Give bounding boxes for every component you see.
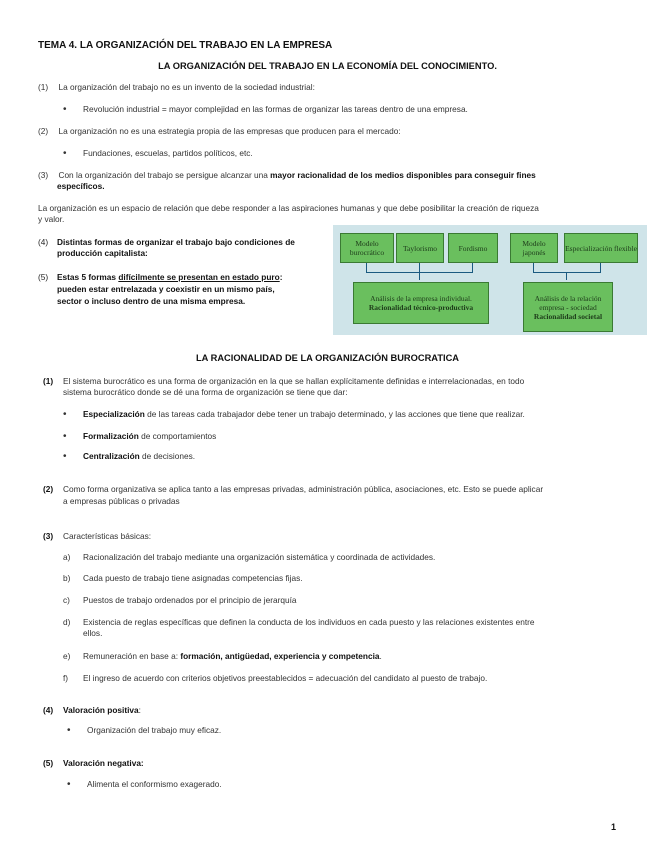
item-text: La organización no es una estrategia propia de las empresas que producen para el mercado: xyxy=(58,126,401,136)
item-text: Con la organización del trabajo se persigue alcanzar una xyxy=(58,170,271,180)
list-item-continued: ellos. xyxy=(83,628,103,638)
box-text-strong: Racionalidad técnico-productiva xyxy=(368,303,474,312)
list-letter: d) xyxy=(63,617,71,627)
item-bold-text: mayor racionalidad de los medios disponibles para conseguir fines xyxy=(270,170,536,180)
box-racionalidad-societal xyxy=(523,282,613,332)
list-item: Existencia de reglas específicas que definen la conducta de los individuos en cada puesto y las relaciones existentes entre xyxy=(83,617,535,627)
item-text: Características básicas: xyxy=(63,531,152,541)
item-number: (2) xyxy=(38,126,49,136)
item-underlined: difícilmente se presentan en estado puro xyxy=(118,272,280,282)
item-number: (2) xyxy=(43,484,54,494)
box-modelo-japones: Modelo japonés xyxy=(510,233,558,263)
item-5-line3: sector o incluso dentro de una misma empresa. xyxy=(57,296,246,306)
item-text-continued: sistema burocrático donde se dé una forma de organización se tiene que dar: xyxy=(63,387,348,397)
item-number: (3) xyxy=(43,531,54,541)
section-heading: LA ORGANIZACIÓN DEL TRABAJO EN LA ECONOMÍA DEL CONOCIMIENTO. xyxy=(158,61,497,71)
list-item: Cada puesto de trabajo tiene asignadas competencias fijas. xyxy=(83,573,303,583)
box-especializacion-flexible: Especialización flexible xyxy=(564,233,638,263)
list-letter: c) xyxy=(63,595,70,605)
item-number: (5) xyxy=(43,758,54,768)
item-number: (3) xyxy=(38,170,49,180)
item-bold: Valoración positiva xyxy=(63,705,139,715)
list-letter: f) xyxy=(63,673,69,683)
connector-line xyxy=(566,272,567,280)
connector-line xyxy=(533,263,534,272)
item-number: (5) xyxy=(38,272,49,282)
item-1 xyxy=(38,82,315,93)
item-3-continued: específicos. xyxy=(57,181,105,191)
bullet-bold: Centralización xyxy=(83,451,140,461)
bullet-item: • Organización del trabajo muy eficaz. xyxy=(87,725,221,736)
list-letter: e) xyxy=(63,651,71,661)
list-letter: a) xyxy=(63,552,71,562)
box-taylorismo: Taylorismo xyxy=(396,233,444,263)
item-text: El sistema burocrático es una forma de organización en la que se hallan explícitamente definidas e interrelacionadas, en todo xyxy=(63,376,525,386)
bullet-item: • Fundaciones, escuelas, partidos políticos, etc. xyxy=(83,148,253,159)
list-letter: b) xyxy=(63,573,71,583)
box-text: Análisis de la empresa individual. xyxy=(370,294,472,303)
box-text-strong: Racionalidad societal xyxy=(533,311,603,321)
bullet-item: • Alimenta el conformismo exagerado. xyxy=(87,779,222,790)
list-item: El ingreso de acuerdo con criterios objetivos preestablecidos = adecuación del candidato al puesto de trabajo. xyxy=(83,673,488,683)
box-modelo-burocratico: Modelo burocrático xyxy=(340,233,394,263)
paragraph-continued: y valor. xyxy=(38,214,65,224)
bullet-text: de comportamientos xyxy=(138,431,217,441)
item-text: Como forma organizativa se aplica tanto a las empresas privadas, administración pública, asociaciones, etc. Esto se puede aplicar xyxy=(63,484,544,494)
item-5-line2: pueden estar entrelazada y coexistir en un mismo país, xyxy=(57,284,275,294)
item-5 xyxy=(38,272,48,283)
connector-line xyxy=(366,263,367,272)
item-3 xyxy=(38,170,536,181)
bullet-item: • Revolución industrial = mayor complejidad en las formas de organizar las tareas dentro de una empresa. xyxy=(83,104,468,115)
paragraph: La organización es un espacio de relación que debe responder a las aspiraciones humanas y que debe posibilitar la creación de riqueza xyxy=(38,203,539,213)
connector-line xyxy=(533,272,601,273)
list-item: Racionalización del trabajo mediante una organización sistemática y coordinada de actividades. xyxy=(83,552,436,562)
item-number: (1) xyxy=(43,376,54,386)
page-number: 1 xyxy=(611,822,617,832)
item-text: : xyxy=(279,272,283,282)
item-5-line1 xyxy=(57,272,282,283)
item-text: Estas 5 formas xyxy=(57,272,119,282)
bullet-text: de las tareas cada trabajador debe tener un trabajo determinado, y las acciones que tiene que realizar. xyxy=(144,409,525,419)
box-fordismo: Fordismo xyxy=(448,233,498,263)
bullet-item xyxy=(83,451,195,462)
item-2 xyxy=(38,126,401,137)
list-bold: formación, antigüedad, experiencia y competencia xyxy=(180,651,380,661)
item-text-continued: a empresas públicas o privadas xyxy=(63,496,180,506)
item-number: (4) xyxy=(38,237,49,247)
list-text: Remuneración en base a: xyxy=(83,651,181,661)
connector-line xyxy=(419,263,420,272)
item-heading xyxy=(63,705,141,716)
document-title: TEMA 4. LA ORGANIZACIÓN DEL TRABAJO EN LA EMPRESA xyxy=(38,40,333,51)
organization-models-diagram xyxy=(333,225,647,335)
item-number: (1) xyxy=(38,82,49,92)
connector-line xyxy=(419,272,420,280)
bullet-text: de decisiones. xyxy=(139,451,196,461)
list-item: Puestos de trabajo ordenados por el principio de jerarquía xyxy=(83,595,297,605)
item-number: (4) xyxy=(43,705,54,715)
item-text: : xyxy=(138,705,141,715)
item-heading: Valoración negativa: xyxy=(63,758,144,768)
box-racionalidad-tecnico-productiva xyxy=(353,282,489,324)
connector-line xyxy=(472,263,473,272)
item-4-line2: producción capitalista: xyxy=(57,248,148,258)
item-4-line1: Distintas formas de organizar el trabajo bajo condiciones de xyxy=(57,237,295,247)
list-text: . xyxy=(379,651,382,661)
item-text: La organización del trabajo no es un invento de la sociedad industrial: xyxy=(58,82,315,92)
box-text: Análisis de la relación empresa - sociedad xyxy=(534,293,602,312)
bullet-bold: Formalización xyxy=(83,431,139,441)
connector-line xyxy=(600,263,601,272)
bullet-item xyxy=(83,409,525,420)
item-4 xyxy=(38,237,48,248)
bullet-bold: Especialización xyxy=(83,409,145,419)
bullet-item xyxy=(83,431,216,442)
list-item xyxy=(83,651,382,662)
section-heading: LA RACIONALIDAD DE LA ORGANIZACIÓN BUROCRATICA xyxy=(195,353,460,363)
